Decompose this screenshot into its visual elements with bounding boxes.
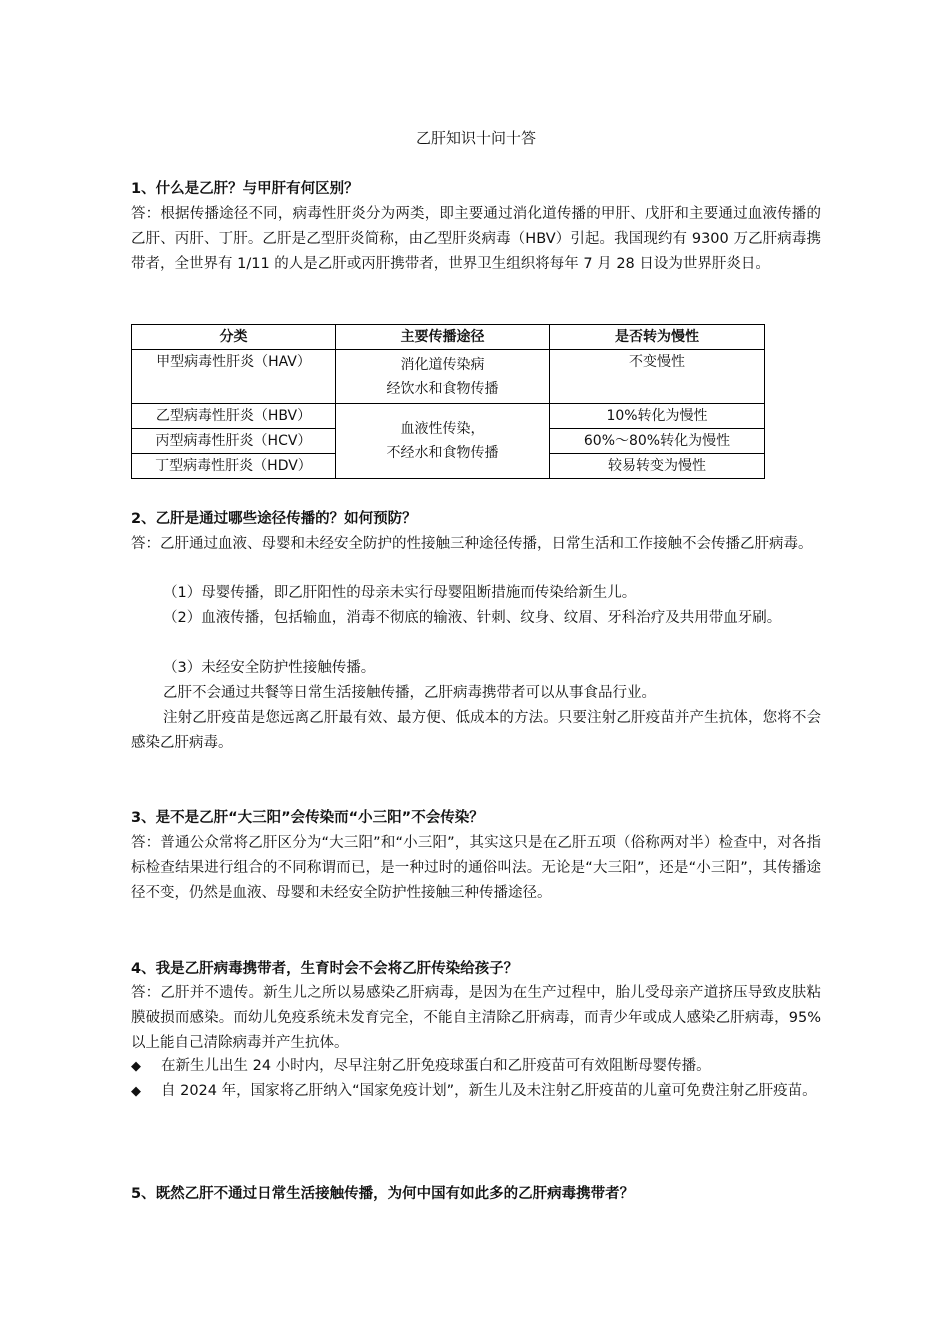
table-cell-hbv-chronic: 10%转化为慢性: [550, 404, 765, 429]
question-2-note-1: 乙肝不会通过共餐等日常生活接触传播，乙肝病毒携带者可以从事食品行业。: [163, 685, 656, 701]
question-2-answer: 答：乙肝通过血液、母婴和未经安全防护的性接触三种途径传播，日常生活和工作接触不会传播乙肝病毒。: [131, 536, 813, 552]
diamond-bullet-icon: ◆: [131, 1059, 141, 1074]
diamond-bullet-icon: ◆: [131, 1084, 141, 1099]
question-1-heading: 1、什么是乙肝？与甲肝有何区别？: [131, 181, 359, 197]
blood-route-line-2: 不经水和食物传播: [386, 445, 499, 461]
table-cell-blood-route: [336, 404, 550, 479]
question-3-answer: 答：普通公众常将乙肝区分为“大三阳”和“小三阳”，其实这只是在乙肝五项（俗称两对半）检查中，对各指标检查结果进行组合的不同称谓而已，是一种过时的通俗叫法。无论是“大三阳”，还是“小三阳”，其传播途径不变，仍然是血液、母婴和未经安全防护性接触三种传播途径。: [131, 835, 821, 901]
table-cell-hcv-type: 丙型病毒性肝炎（HCV）: [132, 429, 336, 454]
table-header-route: 主要传播途径: [336, 325, 550, 350]
question-2-item-3: （3）未经安全防护性接触传播。: [163, 660, 376, 676]
question-2-heading: 2、乙肝是通过哪些途径传播的？如何预防？: [131, 511, 417, 527]
table-header-chronic: 是否转为慢性: [550, 325, 765, 350]
table-cell-hcv-chronic: 60%～80%转化为慢性: [550, 429, 765, 454]
question-1-answer: 答：根据传播途径不同，病毒性肝炎分为两类，即主要通过消化道传播的甲肝、戊肝和主要通过血液传播的乙肝、丙肝、丁肝。乙肝是乙型肝炎简称，由乙型肝炎病毒（HBV）引起。我国现约有 9300 万乙肝病毒携带者，全世界有 1/11 的人是乙肝或丙肝携带者，世界卫生组织将每年 7 月 28 日设为世界肝炎日。: [131, 206, 821, 272]
question-2-item-1: （1）母婴传播，即乙肝阳性的母亲未实行母婴阻断措施而传染给新生儿。: [163, 585, 637, 601]
question-2-note-2: 注射乙肝疫苗是您远离乙肝最有效、最方便、低成本的方法。只要注射乙肝疫苗并产生抗体，您将不会感染乙肝病毒。: [131, 710, 821, 751]
table-cell-hbv-type: 乙型病毒性肝炎（HBV）: [132, 404, 336, 429]
question-4-bullet-1-text: 在新生儿出生 24 小时内，尽早注射乙肝免疫球蛋白和乙肝疫苗可有效阻断母婴传播。: [161, 1058, 711, 1074]
question-4-answer: 答：乙肝并不遗传。新生儿之所以易感染乙肝病毒，是因为在生产过程中，胎儿受母亲产道挤压导致皮肤粘膜破损而感染。而幼儿免疫系统未发育完全，不能自主清除乙肝病毒，而青少年或成人感染乙肝病毒，95%以上能自己清除病毒并产生抗体。: [131, 985, 821, 1051]
question-2-item-2: （2）血液传播，包括输血，消毒不彻底的输液、针刺、纹身、纹眉、牙科治疗及共用带血牙刷。: [163, 610, 782, 626]
table-header-category: 分类: [132, 325, 336, 350]
table-cell-hdv-type: 丁型病毒性肝炎（HDV）: [132, 454, 336, 479]
table-cell-hav-type: 甲型病毒性肝炎（HAV）: [132, 350, 336, 404]
hav-route-line-1: 消化道传染病: [400, 356, 485, 373]
hav-route-line-2: 经饮水和食物传播: [386, 380, 499, 397]
question-5-heading: 5、既然乙肝不通过日常生活接触传播，为何中国有如此多的乙肝病毒携带者？: [131, 1186, 635, 1202]
hepatitis-classification-table: [131, 324, 765, 479]
question-4-heading: 4、我是乙肝病毒携带者，生育时会不会将乙肝传染给孩子？: [131, 961, 519, 977]
question-4-bullet-2-text: 自 2024 年，国家将乙肝纳入“国家免疫计划”，新生儿及未注射乙肝疫苗的儿童可免费注射乙肝疫苗。: [161, 1083, 817, 1099]
table-cell-hav-chronic: 不变慢性: [550, 350, 765, 404]
table-cell-hdv-chronic: 较易转变为慢性: [550, 454, 765, 479]
table-cell-hav-route: [336, 350, 550, 404]
question-3-heading: 3、是不是乙肝“大三阳”会传染而“小三阳”不会传染？: [131, 810, 484, 826]
document-title: 乙肝知识十问十答: [415, 129, 536, 147]
blood-route-line-1: 血液性传染，: [400, 421, 485, 437]
